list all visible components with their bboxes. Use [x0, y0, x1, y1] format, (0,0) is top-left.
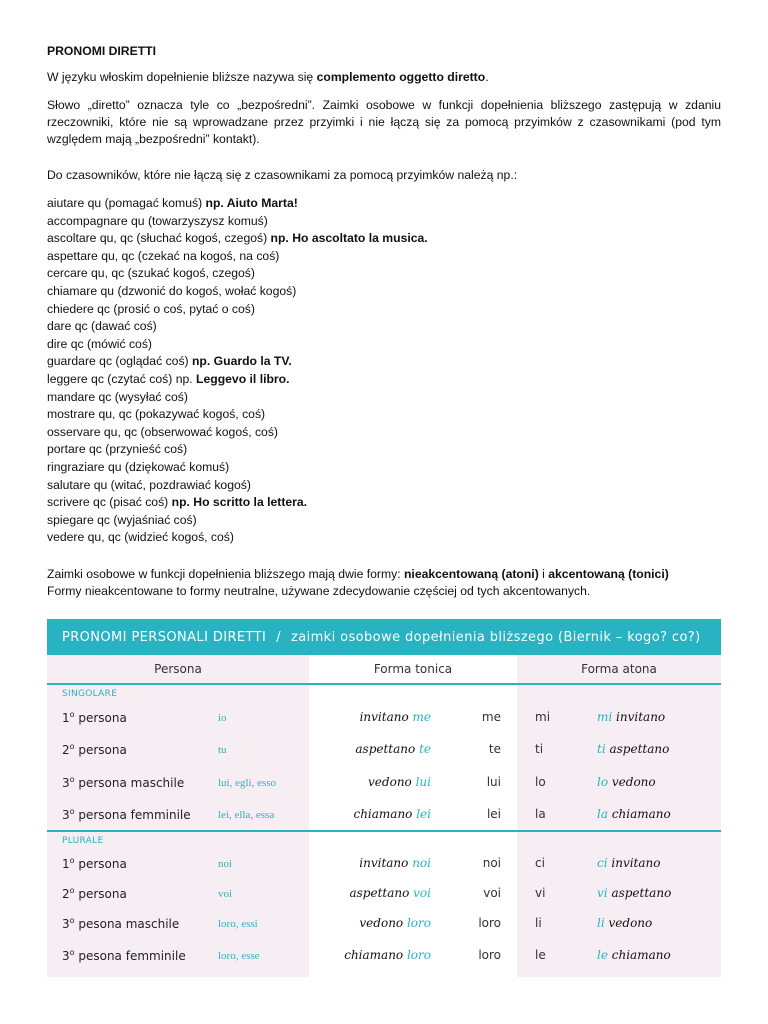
tonic-example-cell: aspettano voi [349, 886, 431, 900]
atona-example-cell: la chiamano [597, 807, 671, 821]
table-row [47, 945, 721, 967]
atona-form-cell: la [535, 807, 546, 821]
table-title-separator: / [276, 629, 282, 645]
subject-pronoun-cell: voi [218, 888, 233, 900]
tonic-form-cell: lui [486, 775, 501, 789]
atona-form-cell: vi [535, 886, 546, 900]
tonic-form-cell: voi [483, 886, 501, 900]
tonic-form-cell: me [481, 710, 501, 724]
divider [47, 830, 721, 832]
section-label-singolare: SINGOLARE [62, 689, 118, 699]
persona-cell: 2$^o$ persona [62, 742, 127, 757]
list-item: dire qc (mówić coś) [47, 336, 152, 351]
tonic-form-cell: lei [486, 807, 501, 821]
persona-cell: 3$^o$ pesona femminile [62, 948, 186, 963]
atona-example-cell: le chiamano [597, 948, 671, 962]
atona-form-cell: lo [535, 775, 546, 789]
subject-pronoun-cell: noi [218, 858, 233, 870]
subject-pronoun-cell: tu [218, 744, 227, 756]
list-item: guardare qc (oglądać coś) np. Guardo la TV. [47, 354, 292, 369]
list-item: osservare qu, qc (obserwować kogoś, coś) [47, 424, 278, 439]
list-item: portare qc (przynieść coś) [47, 442, 188, 457]
tonic-example-cell: invitano me [359, 710, 431, 724]
table-row [47, 883, 721, 905]
tonic-example-cell: invitano noi [359, 856, 431, 870]
atona-form-cell: li [535, 916, 542, 930]
persona-cell: 2$^o$ persona [62, 886, 127, 901]
atona-form-cell: le [535, 948, 546, 962]
list-item: aiutare qu (pomagać komuś) np. Aiuto Marta! [47, 196, 298, 210]
verbs-intro-paragraph: Do czasowników, które nie łączą się z czasownikami za pomocą przyimków należą np.: [47, 168, 518, 182]
subject-pronoun-cell: loro, essi [218, 918, 258, 930]
list-item: accompagnare qu (towarzyszysz komuś) [47, 213, 268, 228]
table-row [47, 707, 721, 729]
list-item: spiegare qc (wyjaśniać coś) [47, 512, 197, 527]
list-item: chiamare qu (dzwonić do kogoś, wołać kogoś) [47, 283, 297, 298]
atona-form-cell: ti [535, 742, 544, 756]
column-header-tonica: Forma tonica [373, 662, 453, 676]
divider [47, 683, 721, 685]
list-item: aspettare qu, qc (czekać na kogoś, na coś) [47, 248, 280, 263]
list-item: cercare qu, qc (szukać kogoś, czegoś) [47, 266, 255, 281]
tonic-form-cell: noi [482, 856, 501, 870]
atona-example-cell: mi invitano [597, 710, 666, 724]
forms-paragraph: Zaimki osobowe w funkcji dopełnienia bliższego mają dwie formy: nieakcentowaną (atoni) i akcentowaną (tonici) Formy nieakcentowane to formy neutralne, używane zdecydowanie częściej od tych akcentowanych. [47, 567, 669, 598]
tonic-form-cell: loro [478, 948, 501, 962]
explanation-paragraph: Słowo „diretto” oznacza tyle co „bezpośredni”. Zaimki osobowe w funkcji dopełnienia bliższego zastępują w zdaniu rzeczowniki, które nie są wprowadzane przez przyimki i nie łączą się za pomocą przyimków z czasownikami (pod tym względem mają „bezpośredni” kontakt). [47, 98, 721, 146]
list-item: vedere qu, qc (widzieć kogoś, coś) [47, 530, 234, 545]
section-label-plurale: PLURALE [62, 836, 104, 846]
persona-cell: 1$^o$ persona [62, 710, 127, 725]
tonic-example-cell: vedono loro [359, 916, 431, 930]
table-row [47, 804, 721, 826]
atona-example-cell: lo vedono [597, 775, 656, 789]
table-subtitle: zaimki osobowe dopełnienia bliższego (Biernik – kogo? co?) [291, 629, 701, 645]
list-item: mandare qc (wysyłać coś) [47, 389, 188, 404]
persona-cell: 3$^o$ persona maschile [62, 775, 185, 790]
subject-pronoun-cell: lei, ella, essa [218, 809, 275, 821]
atona-form-cell: ci [535, 856, 545, 870]
list-item: salutare qu (witać, pozdrawiać kogoś) [47, 477, 251, 492]
tonic-example-cell: chiamano loro [344, 948, 431, 962]
table-header [47, 619, 721, 655]
table-row [47, 853, 721, 875]
column-header-persona: Persona [154, 662, 202, 676]
subject-pronoun-cell: loro, esse [218, 950, 260, 962]
tonic-example-cell: vedono lui [368, 775, 431, 789]
table-title: PRONOMI PERSONALI DIRETTI [62, 629, 267, 645]
tonic-example-cell: aspettano te [355, 742, 431, 756]
atona-example-cell: li vedono [597, 916, 653, 930]
page-title: PRONOMI DIRETTI [47, 44, 157, 58]
atona-example-cell: ci invitano [597, 856, 661, 870]
tonic-form-cell: loro [478, 916, 501, 930]
atona-form-cell: mi [535, 710, 551, 724]
atona-example-cell: ti aspettano [597, 742, 670, 756]
pronoun-table [47, 619, 721, 977]
intro-period: . [485, 70, 489, 84]
intro-text: W języku włoskim dopełnienie bliższe nazywa się [47, 70, 317, 84]
column-header-atona: Forma atona [581, 662, 657, 676]
list-item: ringraziare qu (dziękować komuś) [47, 459, 230, 474]
intro-term: complemento oggetto diretto [316, 70, 486, 84]
persona-cell: 1$^o$ persona [62, 856, 127, 871]
table-row [47, 739, 721, 761]
subject-pronoun-cell: lui, egli, esso [218, 777, 277, 789]
subject-pronoun-cell: io [218, 712, 227, 724]
verb-list [47, 195, 721, 547]
list-item: scrivere qc (pisać coś) np. Ho scritto la lettera. [47, 495, 308, 510]
column-headers [47, 655, 721, 683]
persona-cell: 3$^o$ persona femminile [62, 807, 191, 822]
table-row [47, 772, 721, 794]
list-item: chiedere qc (prosić o coś, pytać o coś) [47, 301, 255, 316]
list-item: mostrare qu, qc (pokazywać kogoś, coś) [47, 407, 266, 422]
atona-example-cell: vi aspettano [597, 886, 672, 900]
list-item: ascoltare qu, qc (słuchać kogoś, czegoś) np. Ho ascoltato la musica. [47, 231, 428, 246]
tonic-example-cell: chiamano lei [353, 807, 431, 821]
table-row [47, 913, 721, 935]
list-item: dare qc (dawać coś) [47, 319, 157, 334]
intro-paragraph [47, 69, 721, 86]
list-item: leggere qc (czytać coś) np. Leggevo il libro. [47, 371, 290, 386]
tonic-form-cell: te [488, 742, 501, 756]
persona-cell: 3$^o$ pesona maschile [62, 916, 180, 931]
